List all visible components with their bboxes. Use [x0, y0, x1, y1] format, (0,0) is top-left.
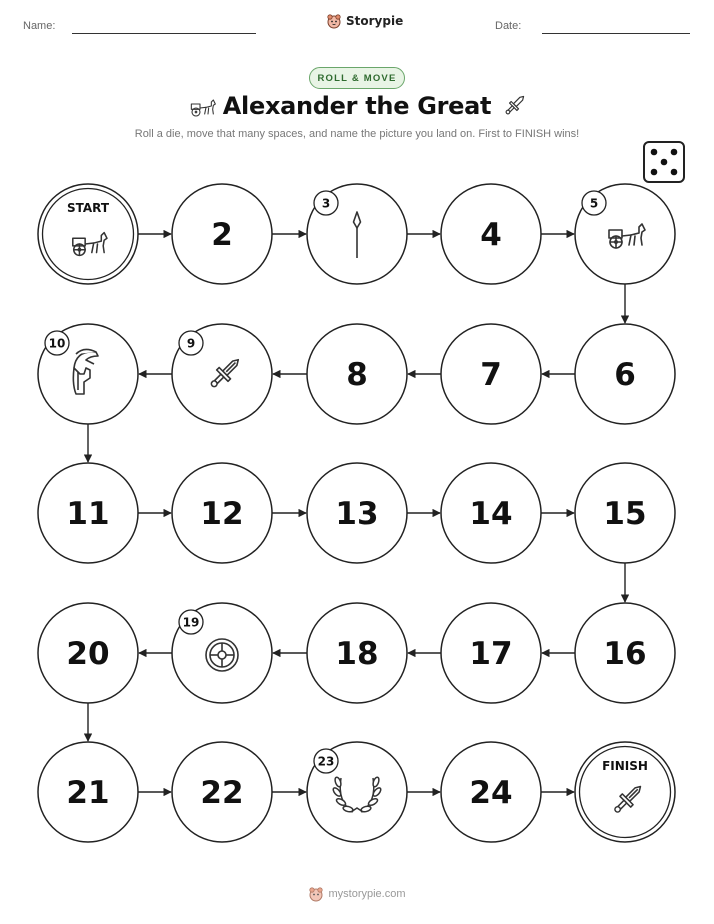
board-space-5[interactable] — [575, 184, 675, 284]
board-space-13[interactable] — [307, 463, 407, 563]
name-label: Name: — [23, 20, 56, 32]
board-space-7[interactable] — [441, 324, 541, 424]
space-number: 24 — [469, 775, 513, 811]
board-space-23[interactable] — [307, 742, 407, 842]
date-label: Date: — [495, 20, 522, 32]
space-number: 2 — [211, 217, 233, 253]
space-number: 7 — [480, 357, 502, 393]
shield-icon — [206, 639, 238, 671]
space-number: 6 — [614, 357, 636, 393]
space-number: 12 — [200, 496, 244, 532]
board-space-10[interactable] — [38, 324, 138, 424]
board-space-17[interactable] — [441, 603, 541, 703]
footer — [0, 886, 714, 902]
space-number: 21 — [66, 775, 110, 811]
space-number: 4 — [480, 217, 502, 253]
footer-url: mystorypie.com — [328, 888, 406, 900]
board-space-18[interactable] — [307, 603, 407, 703]
board-space-24[interactable] — [441, 742, 541, 842]
instructions: Roll a die, move that many spaces, and name the picture you land on. First to FINISH wins! — [134, 128, 580, 140]
page-title: Alexander the Great — [222, 92, 492, 120]
board-space-20[interactable] — [38, 603, 138, 703]
activity-badge: ROLL & MOVE — [309, 67, 405, 89]
brand-name: Storypie — [346, 14, 404, 28]
board-space-19[interactable] — [172, 603, 272, 703]
space-number: 5 — [589, 196, 599, 211]
space-number: 17 — [469, 636, 513, 672]
space-number: 23 — [317, 754, 335, 769]
space-number: 16 — [603, 636, 647, 672]
board-space-2[interactable] — [172, 184, 272, 284]
board-space-21[interactable] — [38, 742, 138, 842]
board-space-16[interactable] — [575, 603, 675, 703]
space-number: 19 — [182, 615, 200, 630]
space-number: 20 — [66, 636, 110, 672]
board-space-15[interactable] — [575, 463, 675, 563]
space-number: 14 — [469, 496, 513, 532]
board-space-14[interactable] — [441, 463, 541, 563]
space-number: 13 — [335, 496, 379, 532]
space-label: START — [66, 201, 110, 215]
space-number: 22 — [200, 775, 244, 811]
board-space-11[interactable] — [38, 463, 138, 563]
board-space-4[interactable] — [441, 184, 541, 284]
start-space[interactable] — [38, 184, 138, 284]
storypie-mascot-icon — [308, 886, 324, 902]
space-number: 10 — [48, 336, 66, 351]
board-space-22[interactable] — [172, 742, 272, 842]
board-space-12[interactable] — [172, 463, 272, 563]
space-number: 9 — [186, 336, 196, 351]
board-space-8[interactable] — [307, 324, 407, 424]
space-number: 3 — [321, 196, 331, 211]
space-number: 18 — [335, 636, 379, 672]
space-label: FINISH — [602, 759, 648, 773]
board-space-6[interactable] — [575, 324, 675, 424]
board-space-9[interactable] — [172, 324, 272, 424]
space-number: 15 — [603, 496, 647, 532]
space-number: 11 — [66, 496, 110, 532]
board-space-3[interactable] — [307, 184, 407, 284]
space-number: 8 — [346, 357, 368, 393]
finish-space[interactable] — [575, 742, 675, 842]
